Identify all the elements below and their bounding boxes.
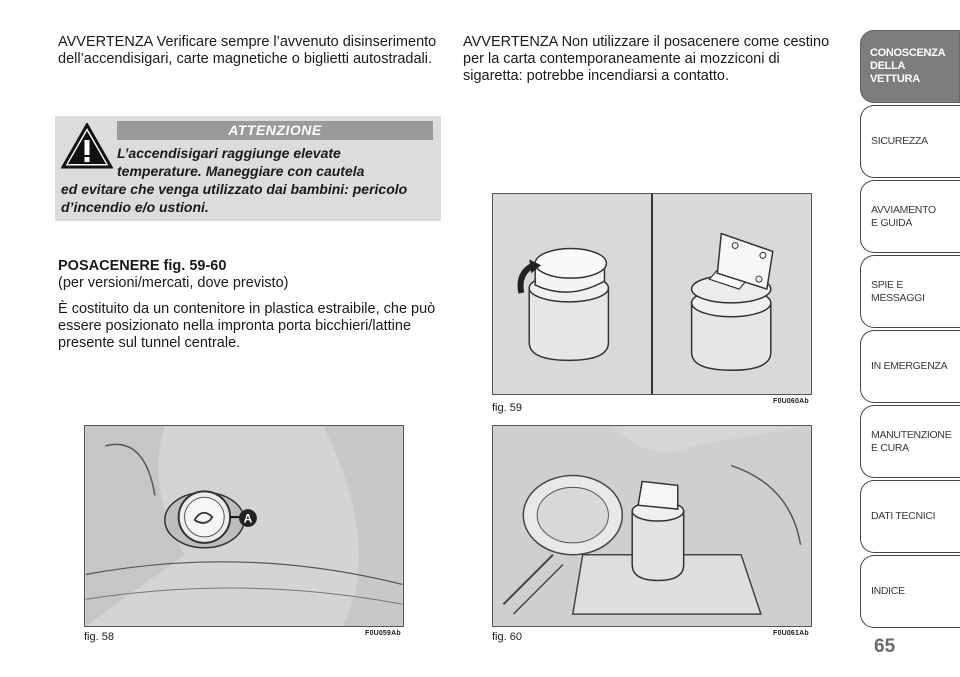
nav-tab-label: CONOSCENZA DELLA VETTURA <box>870 47 946 85</box>
page-number: 65 <box>874 636 896 657</box>
attention-header: ATTENZIONE <box>117 121 433 140</box>
nav-tab-conoscenza-della-vettura[interactable] <box>860 30 960 103</box>
cigarette-lighter-illustration <box>85 426 403 626</box>
nav-tab-label: SPIE E MESSAGGI <box>871 278 925 304</box>
warning-text-lighter: AVVERTENZA Verificare sempre l’avvenuto disinserimento dell’accendisigari, carte magnetiche o biglietti autostradali. <box>58 34 437 67</box>
nav-tab-label: IN EMERGENZA <box>871 360 948 372</box>
warning-text-ashtray: AVVERTENZA Non utilizzare il posacenere come cestino per la carta contemporaneamente ai mozziconi di sigaretta: potrebbe incendiarsi a contatto. <box>463 34 830 84</box>
section-paragraph: È costituito da un contenitore in plastica estraibile, che può essere posizionato nella impronta porta bicchieri/lattine presente sul tunnel centrale. <box>58 301 436 351</box>
nav-tab-dati-tecnici[interactable] <box>860 480 960 553</box>
attention-text <box>61 144 437 216</box>
attention-line: L’accendisigari raggiunge elevate <box>117 145 341 161</box>
nav-tab-spie-e-messaggi[interactable] <box>860 255 960 328</box>
nav-tab-avviamento-e-guida[interactable] <box>860 180 960 253</box>
callout-a-label: A <box>243 511 253 526</box>
nav-tab-label: DATI TECNICI <box>871 510 936 522</box>
attention-box <box>55 116 441 221</box>
nav-tab-indice[interactable] <box>860 555 960 628</box>
nav-tab-label: AVVIAMENTO E GUIDA <box>871 203 936 229</box>
figure-60-label: fig. 60 <box>492 631 522 643</box>
nav-tab-label: SICUREZZA <box>871 135 928 147</box>
nav-tab-manutenzione-e-cura[interactable] <box>860 405 960 478</box>
section-title: POSACENERE fig. 59-60 <box>58 258 227 274</box>
figure-59-image <box>492 193 812 395</box>
nav-tab-label: INDICE <box>871 585 905 597</box>
attention-line: ed evitare che venga utilizzato dai bambini: <box>61 181 349 197</box>
attention-line: temperature. Maneggiare con cautela <box>117 163 365 179</box>
figure-59-label: fig. 59 <box>492 402 522 414</box>
figure-58-code: F0U059Ab <box>365 630 401 637</box>
nav-tab-sicurezza[interactable] <box>860 105 960 178</box>
attention-line: pericolo d’incendio e/o ustioni. <box>61 181 408 215</box>
nav-tab-in-emergenza[interactable] <box>860 330 960 403</box>
section-subtitle: (per versioni/mercati, dove previsto) <box>58 275 289 291</box>
figure-58-image <box>84 425 404 627</box>
ashtray-illustration <box>493 194 811 394</box>
figure-60-code: F0U061Ab <box>773 630 809 637</box>
figure-58-label: fig. 58 <box>84 631 114 643</box>
figure-59-code: F0U060Ab <box>773 398 809 405</box>
ashtray-in-tunnel-illustration <box>493 426 811 626</box>
nav-tab-label: MANUTENZIONE E CURA <box>871 428 952 454</box>
ashtray-section <box>58 258 438 352</box>
figure-60-image <box>492 425 812 627</box>
